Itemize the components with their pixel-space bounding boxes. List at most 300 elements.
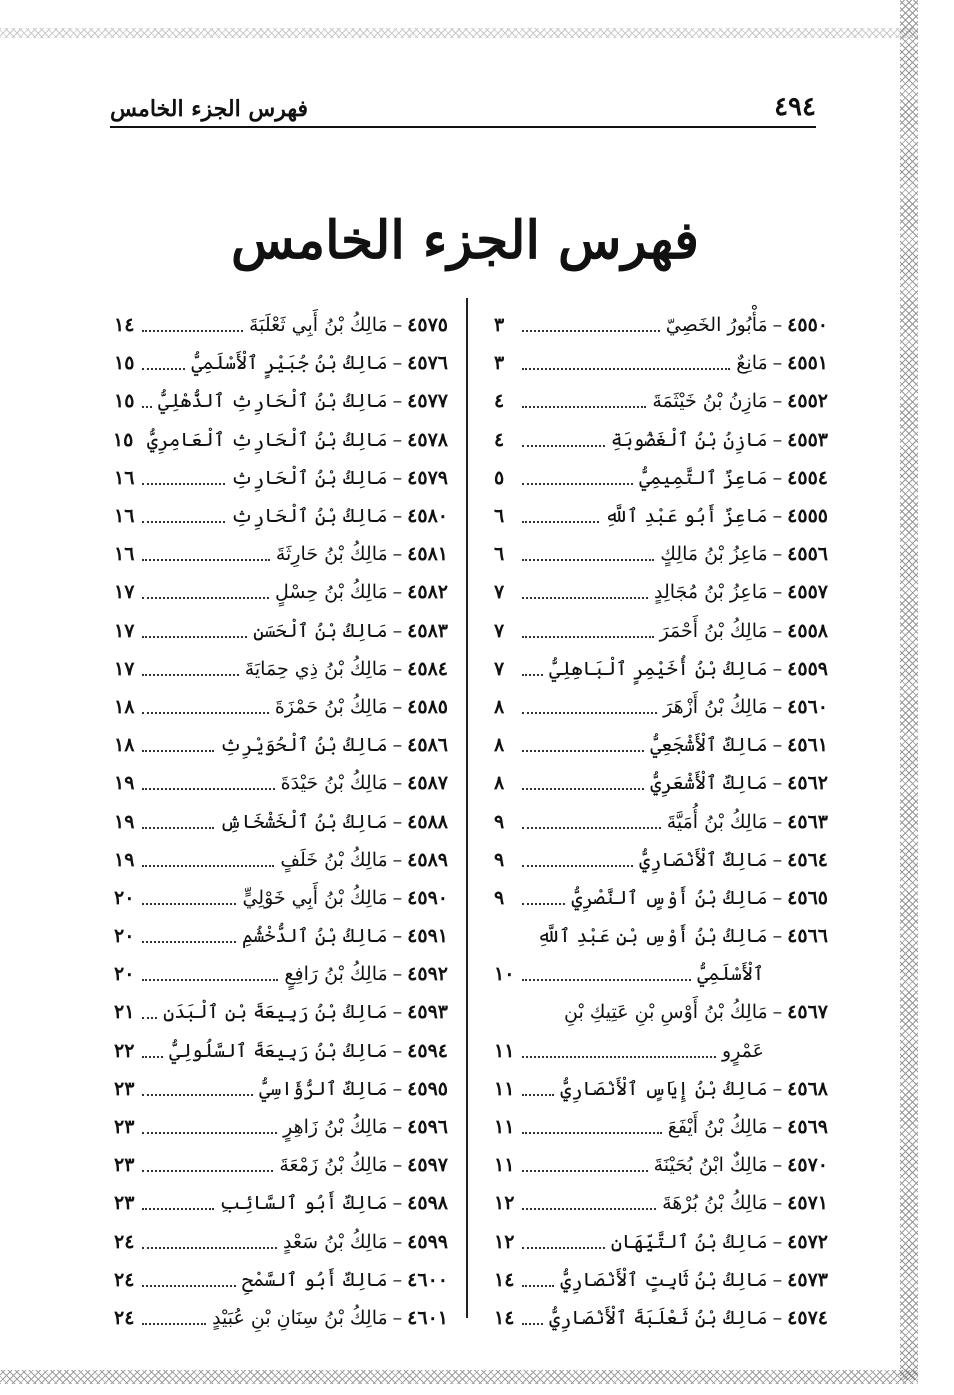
index-entry — [494, 1070, 828, 1108]
entry-name: مَالِكٌ ٱلرُّؤَاسِيُّ — [259, 1077, 388, 1100]
entry-number: ٤٥٩٦ — [407, 1116, 448, 1139]
dot-leader — [522, 788, 644, 790]
entry-page-number: ١٢ — [494, 1230, 515, 1253]
entry-separator: – — [392, 581, 403, 604]
entry-name: مَأْبُورُ الخَصِيّ — [665, 314, 768, 337]
dot-leader — [522, 865, 633, 867]
entry-page-number: ٢٤ — [114, 1306, 135, 1329]
index-entry — [494, 535, 828, 573]
entry-name: مَالِكُ بْنُ ذِي حِمَايَةَ — [244, 657, 388, 680]
dot-leader — [142, 368, 185, 370]
index-entry — [114, 1184, 448, 1222]
index-entry — [494, 993, 828, 1031]
dot-leader — [522, 1208, 656, 1210]
index-entry — [494, 497, 828, 535]
index-entry — [114, 612, 448, 650]
entry-name: مَالِكُ بْنُ ٱلتَّيِّهَانِ — [610, 1230, 768, 1253]
entry-page-number: ٧ — [494, 619, 505, 642]
entry-separator: – — [392, 543, 403, 566]
entry-page-number: ٢٣ — [114, 1077, 135, 1100]
running-header — [110, 92, 816, 128]
dot-leader — [522, 979, 691, 981]
entry-name: مَالِكُ بْنُ سَعْدٍ — [283, 1230, 388, 1253]
entry-page-number: ٨ — [494, 734, 505, 757]
index-entry — [494, 1261, 828, 1299]
dot-leader — [142, 1285, 236, 1287]
dot-leader — [522, 712, 657, 714]
index-entry — [114, 726, 448, 764]
entry-number: ٤٥٩١ — [407, 925, 448, 948]
entry-name: مَالِكٌ ٱلْأَشْجَعِيُّ — [650, 734, 768, 757]
entry-page-number: ٣ — [494, 314, 505, 337]
entry-page-number: ١٦ — [114, 466, 135, 489]
dot-leader — [142, 1170, 273, 1172]
entry-name: مَالِكٌ ابْنُ بُحَيْنَةَ — [653, 1154, 768, 1177]
page-title: فهرس الجزء الخامس — [230, 210, 700, 271]
entry-page-number: ١٦ — [114, 543, 135, 566]
dot-leader — [522, 368, 730, 370]
dot-leader — [142, 1056, 163, 1058]
index-entry — [494, 1223, 828, 1261]
dot-leader — [142, 1017, 157, 1019]
entry-separator: – — [772, 925, 783, 948]
entry-number: ٤٥٩٢ — [407, 963, 448, 986]
entry-name: مَالِكٌ أَبُو ٱلسَّائِبِ — [219, 1192, 388, 1215]
entry-separator: – — [392, 505, 403, 528]
column-divider — [466, 298, 468, 1318]
entry-number: ٤٥٧٥ — [407, 314, 448, 337]
entry-page-number: ٧ — [494, 657, 505, 680]
entry-separator: – — [772, 1268, 783, 1291]
entry-page-number: ١٩ — [114, 848, 135, 871]
entry-number: ٤٥٧٣ — [787, 1268, 828, 1291]
dot-leader — [522, 903, 565, 905]
entry-name: مَالِكُ بْنُ أَوْسِ بْنِ عَتِيكِ بْنِ — [563, 1001, 768, 1024]
entry-number: ٤٥٩٩ — [407, 1230, 448, 1253]
entry-page-number: ٣ — [494, 352, 505, 375]
index-entry — [114, 1108, 448, 1146]
dot-leader — [522, 406, 646, 408]
entry-number: ٤٥٨٣ — [407, 619, 448, 642]
entry-number: ٤٦٠٠ — [407, 1268, 448, 1291]
index-entry — [494, 917, 828, 955]
entry-separator: – — [392, 466, 403, 489]
index-entry — [114, 1223, 448, 1261]
entry-number: ٤٥٦٩ — [787, 1116, 828, 1139]
dot-leader — [142, 750, 214, 752]
dot-leader — [522, 827, 661, 829]
entry-name: مَالِكُ بْنُ ٱلْخَشْخَاشِ — [219, 810, 388, 833]
entry-separator: – — [392, 352, 403, 375]
entry-separator: – — [772, 1116, 783, 1139]
index-entry — [114, 650, 448, 688]
entry-name: مَالِكُ بْنُ أَوْسِ بْنِ عَبْدِ ٱللَّهِ — [537, 925, 768, 948]
entry-name: مَالِكُ بْنُ ٱلدُّخْشُمِ — [241, 925, 388, 948]
dot-leader — [142, 597, 269, 599]
entry-separator: – — [392, 1230, 403, 1253]
entry-name: مَالِكُ بْنُ خَلَفٍ — [280, 848, 388, 871]
entry-number: ٤٥٨٦ — [407, 734, 448, 757]
entry-separator: – — [392, 1077, 403, 1100]
entry-number: ٤٥٥٩ — [787, 657, 828, 680]
entry-separator: – — [392, 657, 403, 680]
entry-separator: – — [772, 314, 783, 337]
entry-separator: – — [392, 772, 403, 795]
entry-name: مَالِكُ بْنُ أَزْهَرَ — [663, 695, 768, 718]
entry-separator: – — [772, 1154, 783, 1177]
index-entry — [114, 459, 448, 497]
entry-page-number: ١٥ — [114, 352, 135, 375]
dot-leader — [142, 712, 269, 714]
dot-leader — [142, 979, 278, 981]
entry-separator: – — [392, 314, 403, 337]
entry-page-number: ٢٣ — [114, 1192, 135, 1215]
index-entry — [494, 955, 828, 993]
entry-number: ٤٥٨٤ — [407, 657, 448, 680]
entry-separator: – — [772, 390, 783, 413]
entry-page-number: ٤ — [494, 390, 505, 413]
page-number: ٤٩٤ — [774, 92, 816, 122]
entry-number: ٤٥٧٤ — [787, 1306, 828, 1329]
entry-page-number: ٦ — [494, 543, 505, 566]
entry-name: مَاعِزُ بْنُ مَالِكٍ — [660, 543, 768, 566]
entry-name: مَالِكُ بْنُ سِنَانِ بْنِ عُبَيْدٍ — [212, 1306, 388, 1329]
entry-number: ٤٥٧١ — [787, 1192, 828, 1215]
entry-name: مَالِكُ بْنُ حَيْدَةَ — [280, 772, 388, 795]
entry-name: مَالِكُ بْنُ ثَابِتٍ ٱلْأَنْصَارِيُّ — [560, 1268, 768, 1291]
index-entry — [494, 1032, 828, 1070]
entry-name: مَالِكُ بْنُ بُرْهَةَ — [662, 1192, 768, 1215]
dot-leader — [522, 521, 599, 523]
entry-page-number: ٢٢ — [114, 1039, 135, 1062]
entry-name: مَالِكُ بْنُ ٱلْحُوَيْرِثِ — [219, 734, 388, 757]
index-entry — [114, 1146, 448, 1184]
entry-name: مَاعِزٌ أَبُو عَبْدِ ٱللَّهِ — [604, 505, 768, 528]
entry-name: مَالِكُ بْنُ ٱلْحَسَنِ — [253, 619, 388, 642]
entry-name: مَالِكُ بْنُ أُخَيْمِرٍ ٱلْبَاهِلِيُّ — [549, 657, 768, 680]
dot-leader — [522, 1094, 554, 1096]
entry-name: ٱلْأَسْلَمِيُّ — [697, 963, 764, 986]
entry-page-number: ١١ — [494, 1116, 515, 1139]
entry-page-number: ٢٠ — [114, 925, 135, 948]
entry-page-number: ٢٤ — [114, 1268, 135, 1291]
entry-separator: – — [772, 619, 783, 642]
entry-page-number: ١٦ — [114, 505, 135, 528]
entry-page-number: ٩ — [494, 810, 505, 833]
entry-name: مَالِكٌ ٱلْأَشْعَرِيُّ — [650, 772, 768, 795]
entry-page-number: ٦ — [494, 505, 505, 528]
entry-page-number: ١١ — [494, 1077, 515, 1100]
entry-number: ٤٥٩٠ — [407, 886, 448, 909]
entry-page-number: ١٥ — [114, 390, 135, 413]
entry-page-number: ٢٠ — [114, 886, 135, 909]
entry-separator: – — [772, 1001, 783, 1024]
index-entry — [494, 1184, 828, 1222]
entry-name: عَمْرٍو — [722, 1039, 764, 1062]
entry-name: مَالِكُ بْنُ حَمْزَةَ — [274, 695, 388, 718]
index-entry — [494, 764, 828, 802]
entry-name: مَالِكُ بْنُ رَبِيعَةَ ٱلسَّلُولِيُّ — [169, 1039, 388, 1062]
entry-number: ٤٥٦٤ — [787, 848, 828, 871]
index-entry — [494, 573, 828, 611]
entry-name: مَالِكُ بْنُ أَيْفَعَ — [667, 1116, 768, 1139]
entry-number: ٤٥٨٧ — [407, 772, 448, 795]
entry-separator: – — [392, 390, 403, 413]
entry-separator: – — [772, 543, 783, 566]
index-entry — [114, 344, 448, 382]
entry-page-number: ٢٣ — [114, 1116, 135, 1139]
entry-number: ٤٥٨٠ — [407, 505, 448, 528]
index-entry — [494, 612, 828, 650]
entry-separator: – — [392, 925, 403, 948]
entry-separator: – — [392, 1268, 403, 1291]
entry-name: مَالِكُ بْنُ ثَعْلَبَةَ ٱلْأَنْصَارِيُّ — [549, 1306, 768, 1329]
entry-number: ٤٥٨١ — [407, 543, 448, 566]
entry-separator: – — [392, 428, 403, 451]
entry-number: ٤٥٦٠ — [787, 695, 828, 718]
dot-leader — [522, 636, 654, 638]
entry-number: ٤٥٥٦ — [787, 543, 828, 566]
index-entry — [114, 879, 448, 917]
entry-name: مَاعِزُ بْنُ مُجَالِدٍ — [654, 581, 768, 604]
entry-name: مَازِنُ بْنُ ٱلْغَضُوبَةِ — [610, 428, 768, 451]
dot-leader — [142, 865, 274, 867]
dot-leader — [522, 1247, 605, 1249]
index-entry — [494, 650, 828, 688]
entry-number: ٤٥٦١ — [787, 734, 828, 757]
index-entry — [114, 1261, 448, 1299]
entry-page-number: ١٤ — [114, 314, 135, 337]
dot-leader — [142, 1094, 253, 1096]
entry-name: مَالِكُ بْنُ ٱلْحَارِثِ — [230, 466, 388, 489]
entry-page-number: ٩ — [494, 848, 505, 871]
entry-separator: – — [772, 428, 783, 451]
entry-name: مَالِكُ بْنُ زَاهِرٍ — [283, 1116, 388, 1139]
entry-page-number: ١٧ — [114, 657, 135, 680]
entry-separator: – — [772, 466, 783, 489]
entry-separator: – — [772, 1230, 783, 1253]
entry-page-number: ١٧ — [114, 619, 135, 642]
entry-number: ٤٥٦٥ — [787, 886, 828, 909]
entry-number: ٤٥٥٨ — [787, 619, 828, 642]
index-entry — [494, 382, 828, 420]
index-entry — [114, 497, 448, 535]
entry-separator: – — [392, 695, 403, 718]
index-entry — [114, 1299, 448, 1337]
entry-page-number: ٢٤ — [114, 1230, 135, 1253]
entry-name: مَالِكُ بْنُ أَبِي خَوْلِيٍّ — [242, 886, 388, 909]
dot-leader — [142, 521, 225, 523]
entry-separator: – — [392, 1116, 403, 1139]
index-entry — [494, 421, 828, 459]
entry-number: ٤٥٩٧ — [407, 1154, 448, 1177]
entry-page-number: ٢٠ — [114, 963, 135, 986]
dot-leader — [522, 483, 633, 485]
entry-number: ٤٥٦٢ — [787, 772, 828, 795]
dot-leader — [142, 483, 225, 485]
entry-separator: – — [772, 352, 783, 375]
entry-page-number: ٨ — [494, 695, 505, 718]
dot-leader — [142, 406, 152, 408]
dot-leader — [522, 1170, 648, 1172]
index-entry — [114, 688, 448, 726]
entry-name: مَازِنُ بْنُ خَيْثَمَةَ — [652, 390, 768, 413]
entry-name: مَالِكُ بْنُ زَمْعَةَ — [279, 1154, 388, 1177]
entry-number: ٤٥٧٦ — [407, 352, 448, 375]
entry-number: ٤٥٥٣ — [787, 428, 828, 451]
dot-leader — [522, 1056, 716, 1058]
dot-leader — [142, 903, 236, 905]
page-border-right — [900, 0, 918, 1380]
running-title: فهرس الجزء الخامس — [110, 96, 309, 122]
entry-number: ٤٥٨٢ — [407, 581, 448, 604]
index-entry — [494, 306, 828, 344]
entry-number: ٤٥٧٨ — [407, 428, 448, 451]
dot-leader — [522, 330, 660, 332]
entry-name: مَالِكُ بْنُ أَبِي ثَعْلَبَةَ — [248, 314, 388, 337]
dot-leader — [142, 1132, 277, 1134]
index-entry — [494, 344, 828, 382]
entry-name: مَالِكُ بْنُ ٱلْحَارِثِ — [230, 505, 388, 528]
dot-leader — [142, 330, 243, 332]
index-entry — [494, 459, 828, 497]
index-entry — [114, 382, 448, 420]
entry-number: ٤٥٥٤ — [787, 466, 828, 489]
index-entry — [114, 917, 448, 955]
entry-page-number: ١٥ — [112, 428, 134, 451]
entry-page-number: ٢٣ — [114, 1154, 135, 1177]
entry-number: ٤٥٥٥ — [787, 505, 828, 528]
dot-leader — [142, 827, 214, 829]
index-entry — [114, 535, 448, 573]
index-entry — [494, 879, 828, 917]
entry-name: مَالِكٌ ٱلْأَنْصَارِيُّ — [639, 848, 768, 871]
entry-separator: – — [772, 1306, 783, 1329]
index-entry — [494, 1108, 828, 1146]
entry-page-number: ٨ — [494, 772, 505, 795]
entry-name: مَانِعٌ — [736, 352, 768, 375]
dot-leader — [522, 1323, 543, 1325]
index-entry — [494, 688, 828, 726]
entry-separator: – — [392, 1192, 403, 1215]
entry-separator: – — [392, 1001, 403, 1024]
entry-separator: – — [772, 848, 783, 871]
index-column-left — [114, 306, 448, 1337]
entry-page-number: ١٢ — [494, 1192, 515, 1215]
entry-number: ٤٥٥٠ — [787, 314, 828, 337]
entry-page-number: ٩ — [494, 886, 505, 909]
dot-leader — [142, 636, 247, 638]
entry-separator: – — [772, 505, 783, 528]
entry-number: ٤٥٩٤ — [407, 1039, 448, 1062]
dot-leader — [522, 597, 648, 599]
dot-leader — [142, 559, 270, 561]
dot-leader — [142, 1323, 206, 1325]
entry-separator: – — [772, 1192, 783, 1215]
entry-separator: – — [772, 581, 783, 604]
index-entry — [494, 841, 828, 879]
index-entry — [114, 802, 448, 840]
entry-separator: – — [392, 963, 403, 986]
entry-name: مَالِكُ بْنُ حَارِثَةَ — [275, 543, 388, 566]
entry-separator: – — [772, 1077, 783, 1100]
entry-number: ٤٥٦٨ — [787, 1077, 828, 1100]
entry-page-number: ١٨ — [114, 734, 135, 757]
entry-separator: – — [772, 695, 783, 718]
entry-number: ٤٥٥٢ — [787, 390, 828, 413]
index-column-right — [494, 306, 828, 1337]
entry-separator: – — [392, 848, 403, 871]
entry-name: مَالِكُ بْنُ إِيَاسٍ ٱلْأَنْصَارِيُّ — [560, 1077, 768, 1100]
dot-leader — [522, 445, 605, 447]
page-border-top — [0, 28, 918, 38]
entry-number: ٤٥٨٩ — [407, 848, 448, 871]
entry-separator: – — [392, 810, 403, 833]
entry-number: ٤٥٨٥ — [407, 695, 448, 718]
entry-number: ٤٥٧٧ — [407, 390, 448, 413]
entry-page-number: ١١ — [494, 1154, 515, 1177]
entry-separator: – — [392, 1154, 403, 1177]
index-entry — [114, 306, 448, 344]
entry-name: مَالِكُ بْنُ أَحْمَرَ — [659, 619, 768, 642]
dot-leader — [522, 1132, 662, 1134]
entry-number: ٤٥٧٠ — [787, 1154, 828, 1177]
index-entry — [114, 841, 448, 879]
entry-name: مَالِكٌ أَبُو ٱلسَّمْحِ — [241, 1268, 388, 1291]
entry-separator: – — [772, 657, 783, 680]
dot-leader — [522, 750, 644, 752]
entry-number: ٤٥٧٩ — [407, 466, 448, 489]
entry-page-number: ١٩ — [114, 772, 135, 795]
index-entry — [494, 802, 828, 840]
entry-name: مَالِكُ بْنُ رَبِيعَةَ بْنِ ٱلْبَدَنِ — [163, 1001, 388, 1024]
entry-name: مَالِكُ بْنُ حِسْلٍ — [274, 581, 388, 604]
dot-leader — [142, 1208, 214, 1210]
dot-leader — [522, 559, 654, 561]
entry-name: مَالِكُ بْنُ أَوْسٍ ٱلنَّصْرِيُّ — [571, 886, 768, 909]
dot-leader — [142, 1247, 277, 1249]
entry-page-number: ١٤ — [494, 1268, 515, 1291]
entry-page-number: ٤ — [494, 428, 505, 451]
entry-separator: – — [772, 772, 783, 795]
index-entry — [114, 1070, 448, 1108]
dot-leader — [142, 788, 275, 790]
dot-leader — [142, 941, 236, 943]
entry-page-number: ١٨ — [114, 695, 135, 718]
entry-name: مَالِكُ بْنُ ٱلْحَارِثِ ٱلذُّهْلِيُّ — [158, 390, 388, 413]
entry-number: ٤٥٦٣ — [787, 810, 828, 833]
entry-separator: – — [392, 734, 403, 757]
entry-page-number: ٧ — [494, 581, 505, 604]
entry-number: ٤٥٥٧ — [787, 581, 828, 604]
entry-page-number: ١٠ — [494, 963, 515, 986]
entry-name: مَالِكُ بْنُ رَافِعٍ — [284, 963, 388, 986]
entry-number: ٤٥٦٧ — [787, 1001, 828, 1024]
entry-name: مَاعِزٌ ٱلتَّمِيمِيُّ — [639, 466, 768, 489]
entry-page-number: ١٧ — [114, 581, 135, 604]
index-entry — [114, 764, 448, 802]
index-entry — [494, 1299, 828, 1337]
entry-number: ٤٥٩٥ — [407, 1077, 448, 1100]
index-entry — [114, 421, 448, 459]
entry-page-number: ٥ — [494, 466, 505, 489]
index-entry — [114, 1032, 448, 1070]
entry-number: ٤٥٩٨ — [407, 1192, 448, 1215]
entry-separator: – — [772, 886, 783, 909]
entry-page-number: ١٤ — [494, 1306, 515, 1329]
dot-leader — [142, 674, 239, 676]
entry-separator: – — [772, 734, 783, 757]
